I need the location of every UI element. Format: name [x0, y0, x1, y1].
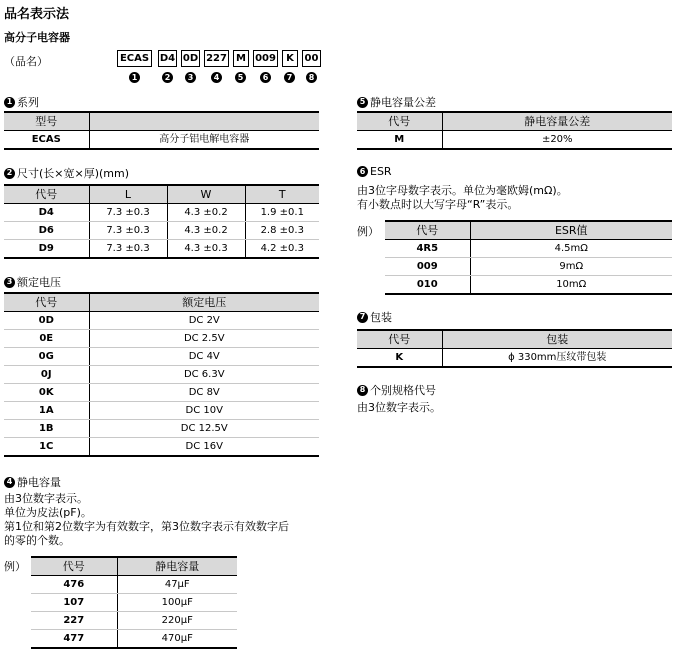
table-row: 009 9mΩ	[385, 258, 672, 276]
table-header: 静电容量公差	[442, 112, 672, 131]
table-row: 107 100μF	[31, 594, 237, 612]
part-box-series: ECAS	[117, 50, 152, 67]
section-number-badge: 8	[357, 385, 368, 396]
part-box-capacitance: 227	[204, 50, 229, 67]
table-header: 包装	[442, 330, 672, 349]
table-row: ECAS 高分子铝电解电容器	[4, 131, 319, 150]
part-number-marker: 8	[306, 72, 317, 83]
section-title-text: 尺寸(长×宽×厚)(mm)	[17, 167, 130, 180]
table-header: T	[245, 185, 319, 204]
section-title-text: 静电容量	[17, 476, 61, 489]
table-row: 4R5 4.5mΩ	[385, 240, 672, 258]
table-row: 0D DC 2V	[4, 312, 319, 330]
section-number-badge: 2	[4, 168, 15, 179]
series-table	[4, 111, 319, 150]
page-title: 品名表示法	[4, 7, 70, 22]
section-title-text: 额定电压	[17, 276, 61, 289]
page-subtitle: 高分子电容器	[4, 31, 70, 44]
tolerance-table	[357, 111, 672, 150]
table-row: 0G DC 4V	[4, 348, 319, 366]
part-box-size: D4	[158, 50, 177, 67]
part-number-marker: 3	[185, 72, 196, 83]
table-header: 代号	[4, 293, 89, 312]
part-box-voltage: 0D	[181, 50, 200, 67]
table-header: 代号	[357, 112, 442, 131]
table-header: 代号	[357, 330, 442, 349]
table-header: L	[89, 185, 167, 204]
part-box-packaging: K	[282, 50, 298, 67]
section-packaging-title	[357, 309, 392, 325]
section-title-text: 系列	[17, 96, 39, 109]
part-number-marker: 6	[260, 72, 271, 83]
table-row: 227 220μF	[31, 612, 237, 630]
table-row: D9 7.3 ±0.3 4.3 ±0.3 4.2 ±0.3	[4, 240, 319, 259]
section-number-badge: 1	[4, 97, 15, 108]
section-individual-title	[357, 382, 436, 398]
capacitance-description: 由3位数字表示。 单位为皮法(pF)。 第1位和第2位数字为有效数字，第3位数字表示有效数字后 的零的个数。	[4, 492, 289, 547]
section-size-title	[4, 165, 129, 181]
packaging-table	[357, 329, 672, 368]
part-number-marker: 2	[162, 72, 173, 83]
section-title-text: 静电容量公差	[370, 96, 436, 109]
table-row: K ϕ 330mm压纹带包装	[357, 349, 672, 368]
esr-table	[385, 220, 672, 295]
table-row: 010 10mΩ	[385, 276, 672, 295]
table-row: 0E DC 2.5V	[4, 330, 319, 348]
voltage-table	[4, 292, 319, 457]
part-number-marker: 7	[284, 72, 295, 83]
section-number-badge: 6	[357, 166, 368, 177]
section-capacitance-title	[4, 474, 61, 490]
size-table	[4, 184, 319, 259]
part-box-individual: 00	[302, 50, 321, 67]
example-label: 例）	[4, 560, 26, 573]
part-label: （品名）	[4, 55, 48, 68]
table-header: 静电容量	[117, 557, 237, 576]
section-title-text: ESR	[370, 165, 392, 178]
individual-description: 由3位数字表示。	[357, 401, 441, 414]
table-header: 代号	[4, 185, 89, 204]
part-box-esr: 009	[253, 50, 278, 67]
example-label: 例）	[357, 225, 379, 238]
table-header: 代号	[385, 221, 470, 240]
table-row: 0J DC 6.3V	[4, 366, 319, 384]
section-number-badge: 4	[4, 477, 15, 488]
section-voltage-title	[4, 274, 61, 290]
section-series-title	[4, 94, 39, 110]
section-title-text: 个别规格代号	[370, 384, 436, 397]
section-title-text: 包装	[370, 311, 392, 324]
table-row: 476 47μF	[31, 576, 237, 594]
table-row: 1C DC 16V	[4, 438, 319, 457]
table-row: 1A DC 10V	[4, 402, 319, 420]
part-number-marker: 5	[235, 72, 246, 83]
part-box-tolerance: M	[233, 50, 249, 67]
section-tolerance-title	[357, 94, 436, 110]
table-header: 代号	[31, 557, 117, 576]
table-header: W	[167, 185, 245, 204]
table-header: 型号	[4, 112, 89, 131]
section-number-badge: 3	[4, 277, 15, 288]
section-number-badge: 5	[357, 97, 368, 108]
part-number-marker: 1	[129, 72, 140, 83]
table-row: M ±20%	[357, 131, 672, 150]
capacitance-table	[31, 556, 237, 649]
section-esr-title	[357, 165, 392, 178]
table-header: 额定电压	[89, 293, 319, 312]
table-row: D4 7.3 ±0.3 4.3 ±0.2 1.9 ±0.1	[4, 204, 319, 222]
table-header: ESR值	[470, 221, 672, 240]
esr-description: 由3位字母数字表示。单位为毫欧姆(mΩ)。 有小数点时以大写字母“R”表示。	[357, 184, 568, 211]
table-row: 477 470μF	[31, 630, 237, 649]
table-header	[89, 112, 319, 131]
table-row: D6 7.3 ±0.3 4.3 ±0.2 2.8 ±0.3	[4, 222, 319, 240]
section-number-badge: 7	[357, 312, 368, 323]
part-number-marker: 4	[211, 72, 222, 83]
table-row: 1B DC 12.5V	[4, 420, 319, 438]
table-row: 0K DC 8V	[4, 384, 319, 402]
